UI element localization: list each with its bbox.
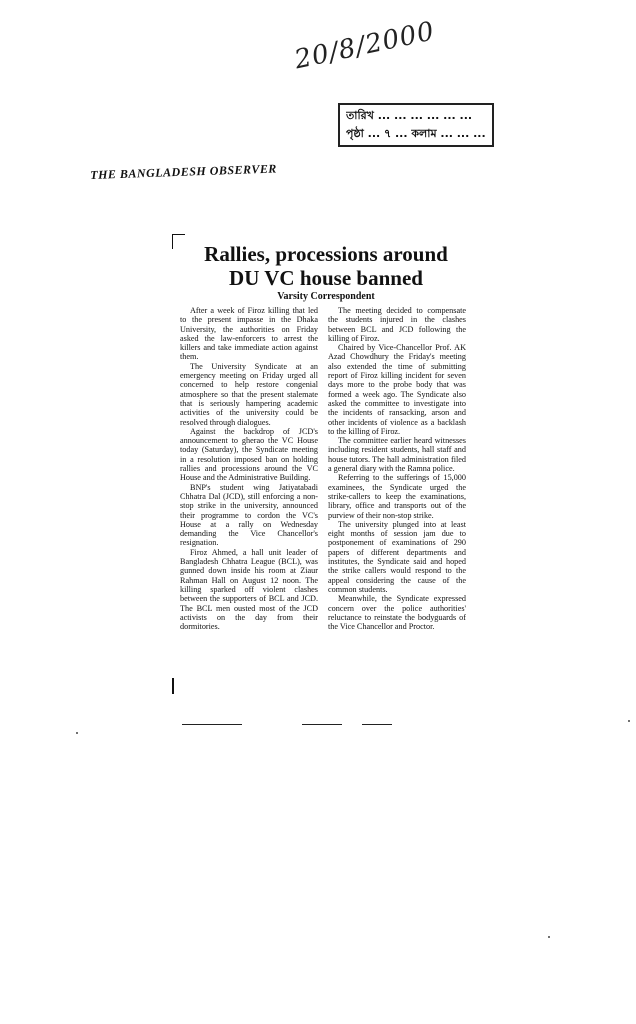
article-headline <box>186 242 466 290</box>
newspaper-masthead: THE BANGLADESH OBSERVER <box>90 161 278 182</box>
paragraph: The committee earlier heard witnesses including resident students, hall staff and house tutors. The hall administration filed a general diary with the Ramna police. <box>328 436 466 474</box>
paragraph: Meanwhile, the Syndicate expressed concern over the police authorities' reluctance to reinstate the bodyguards of the Vice Chancellor and Proctor. <box>328 594 466 632</box>
clipping-bottom-rule <box>182 724 242 725</box>
article-column-right <box>328 306 466 708</box>
headline-line-2: DU VC house banned <box>229 266 423 290</box>
clipping-bottom-rule <box>362 724 392 725</box>
paragraph: After a week of Firoz killing that led to the present impasse in the Dhaka University, the authorities on Friday asked the law-enforcers to arrest the killers and take immediate action against them. <box>180 306 318 362</box>
paragraph: The University Syndicate at an emergency meeting on Friday urged all concerned to help restore congenial atmosphere so that the present stalemate that is seriously hampering academic activities of the university could be resolved through dialogues. <box>180 361 318 427</box>
margin-mark <box>172 678 174 694</box>
clipping-corner-mark <box>172 234 185 249</box>
paragraph: Firoz Ahmed, a hall unit leader of Bangladesh Chhatra League (BCL), was gunned down inside his room at Ziaur Rahman Hall on August 12 noon. The killing sparked off violent clashes between the supporters of BCL and JCD. The BCL men ousted most of the JCD activists on the day from their dormitories. <box>180 547 318 632</box>
clipping-bottom-rule <box>302 724 342 725</box>
paragraph: Chaired by Vice-Chancellor Prof. AK Azad Chowdhury the Friday's meeting also extended the time of submitting report of Firoz killing incident for seven days more to the probe body that was formed a week ago. The Syndicate also asked the committee to investigate into the incidents of ransacking, arson and other incidents of violence as a backlash to the killing of Firoz. <box>328 343 466 436</box>
paragraph: BNP's student wing Jatiyatabadi Chhatra Dal (JCD), still enforcing a non-stop strike in the university, announced their programme to cordon the VC's House at a rally on Wednesday demanding the Vice Chancellor's resignation. <box>180 482 318 548</box>
stamp-page-line: পৃষ্ঠা ... ৭ ... কলাম ... ... ... <box>346 127 486 140</box>
headline-line-1: Rallies, processions around <box>204 242 448 266</box>
scan-speck <box>76 732 78 734</box>
paragraph: Referring to the sufferings of 15,000 examinees, the Syndicate urged the strike-callers to keep the examinations, library, office and transports out of the purview of their non-stop strike. <box>328 473 466 520</box>
handwritten-date-annotation: 20/8/2000 <box>292 16 438 76</box>
scan-speck <box>548 936 550 938</box>
stamp-date-line: তারিখ ... ... ... ... ... ... <box>346 109 473 122</box>
paragraph: The university plunged into at least eight months of session jam due to postponement of examinations of 290 papers of different departments and institutes, the Syndicate said and hoped the strike callers would respond to the appeal considering the cause of the common students. <box>328 519 466 594</box>
article-column-left <box>180 306 318 708</box>
article-byline: Varsity Correspondent <box>277 291 375 302</box>
filing-stamp <box>338 103 494 147</box>
paragraph: The meeting decided to compensate the students injured in the clashes between BCL and JCD following the killing of Firoz. <box>328 306 466 343</box>
paragraph: Against the backdrop of JCD's announcement to gherao the VC House today (Saturday), the Syndicate meeting in a resolution imposed ban on holding rallies and processions around the VC House and the Administrative Building. <box>180 426 318 483</box>
scan-speck <box>628 720 630 722</box>
